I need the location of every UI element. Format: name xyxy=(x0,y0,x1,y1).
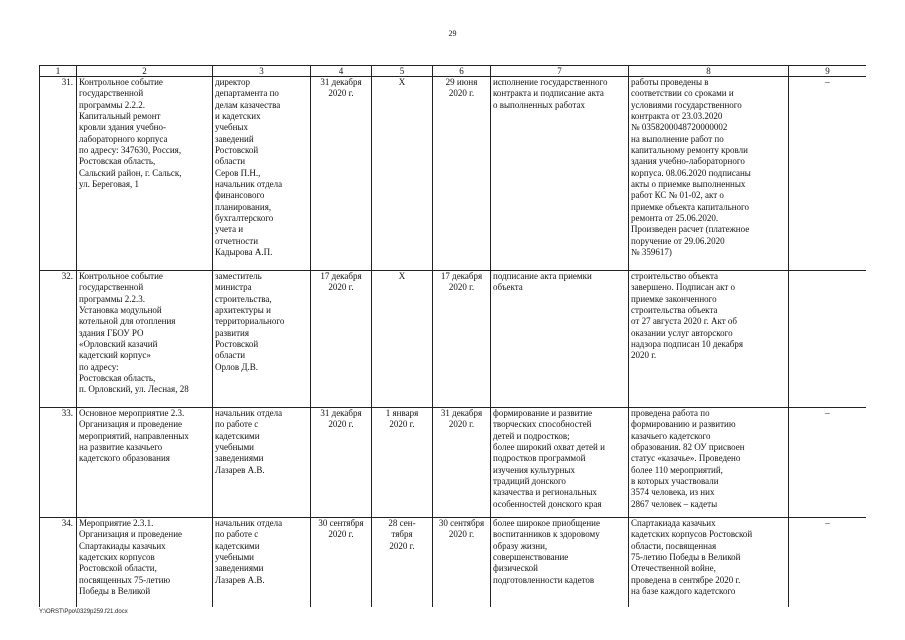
notes: – xyxy=(789,408,867,518)
expected-result: формирование и развитие творческих способностей детей и подростков; более широкий охват детей и подростков программой изучения культурных традиций донского казачества и региональных особенностей донского края xyxy=(491,408,629,518)
notes: – xyxy=(789,518,867,608)
notes xyxy=(789,271,867,408)
column-header: 1 xyxy=(40,66,77,77)
actual-end-date: 17 декабря 2020 г. xyxy=(433,271,491,408)
planned-date: 31 декабря 2020 г. xyxy=(311,77,372,271)
expected-result: подписание акта приемки объекта xyxy=(491,271,629,408)
actual-end-date: 31 декабря 2020 г. xyxy=(433,408,491,518)
row-number: 32. xyxy=(40,271,77,408)
column-header: 4 xyxy=(311,66,372,77)
table-row xyxy=(40,271,867,408)
actual-end-date: 29 июня 2020 г. xyxy=(433,77,491,271)
event-description: Основное мероприятие 2.3. Организация и проведение мероприятий, направленных на развитие казачьего кадетского образования xyxy=(77,408,213,518)
notes: – xyxy=(789,77,867,271)
table-row xyxy=(40,518,867,608)
table-row xyxy=(40,77,867,271)
row-number: 33. xyxy=(40,408,77,518)
footer-file-path: Y:\ORST\Ppo\0329p259.f21.docx xyxy=(39,609,128,615)
planned-date: 31 декабря 2020 г. xyxy=(311,408,372,518)
row-number: 31. xyxy=(40,77,77,271)
column-header: 6 xyxy=(433,66,491,77)
responsible-person: заместитель министра строительства, архитектуры и территориального развития Ростовской области Орлов Д.В. xyxy=(213,271,311,408)
planned-date: 17 декабря 2020 г. xyxy=(311,271,372,408)
event-description: Мероприятие 2.3.1. Организация и проведение Спартакиады казачьих кадетских корпусов Ростовской области, посвященных 75-летию Победы в Великой xyxy=(77,518,213,608)
header-row xyxy=(40,66,867,77)
actual-result: строительство объекта завершено. Подписан акт о приемке законченного строительства объекта от 27 августа 2020 г. Акт об оказании услуг авторского надзора подписан 10 декабря 2020 г. xyxy=(629,271,789,408)
report-table-container xyxy=(39,65,866,607)
column-header: 9 xyxy=(789,66,867,77)
column-header: 2 xyxy=(77,66,213,77)
report-table xyxy=(39,65,866,607)
responsible-person: начальник отдела по работе с кадетскими учебными заведениями Лазарев А.В. xyxy=(213,408,311,518)
actual-start-date: 28 сен- тября 2020 г. xyxy=(372,518,433,608)
column-header: 7 xyxy=(491,66,629,77)
responsible-person: директор департамента по делам казачества и кадетских учебных заведений Ростовской области Серов П.Н., начальник отдела финансового планирования, бухгалтерского учета и отчетности Кадырова А.П. xyxy=(213,77,311,271)
actual-end-date: 30 сентября 2020 г. xyxy=(433,518,491,608)
event-description: Контрольное событие государственной программы 2.2.3. Установка модульной котельной для отопления здания ГБОУ РО «Орловский казачий кадетский корпус» по адресу: Ростовская область, п. Орловский, ул. Лесная, 28 xyxy=(77,271,213,408)
actual-result: проведена работа по формированию и развитию казачьего кадетского образования. 82 ОУ присвоен статус «казачье». Проведено более 110 мероприятий, в которых участвовали 3574 человека, из них 2867 человек – кадеты xyxy=(629,408,789,518)
actual-result: работы проведены в соответствии со сроками и условиями государственного контракта от 23.03.2020 № 0358200048720000002 на выполнение работ по капитальному ремонту кровли здания учебно-лабораторного корпуса. 08.06.2020 подписаны акты о приемке выполненных работ КС № 01-02, акт о приемке объекта капитального ремонта от 25.06.2020. Произведен расчет (платежное поручение от 29.06.2020 № 359617) xyxy=(629,77,789,271)
actual-start-date: Х xyxy=(372,271,433,408)
actual-start-date: Х xyxy=(372,77,433,271)
responsible-person: начальник отдела по работе с кадетскими учебными заведениями Лазарев А.В. xyxy=(213,518,311,608)
column-header: 8 xyxy=(629,66,789,77)
page-number: 29 xyxy=(448,29,457,38)
expected-result: исполнение государственного контракта и подписание акта о выполненных работах xyxy=(491,77,629,271)
actual-start-date: 1 января 2020 г. xyxy=(372,408,433,518)
expected-result: более широкое приобщение воспитанников к здоровому образу жизни, совершенствование физической подготовленности кадетов xyxy=(491,518,629,608)
column-header: 3 xyxy=(213,66,311,77)
planned-date: 30 сентября 2020 г. xyxy=(311,518,372,608)
column-header: 5 xyxy=(372,66,433,77)
actual-result: Спартакиада казачьих кадетских корпусов Ростовской области, посвященная 75-летию Победы в Великой Отечественной войне, проведена в сентябре 2020 г. на базе каждого кадетского xyxy=(629,518,789,608)
event-description: Контрольное событие государственной программы 2.2.2. Капитальный ремонт кровли здания учебно- лабораторного корпуса по адресу: 347630, Россия, Ростовская область, Сальский район, г. Сальск, ул. Береговая, 1 xyxy=(77,77,213,271)
table-row xyxy=(40,408,867,518)
row-number: 34. xyxy=(40,518,77,608)
